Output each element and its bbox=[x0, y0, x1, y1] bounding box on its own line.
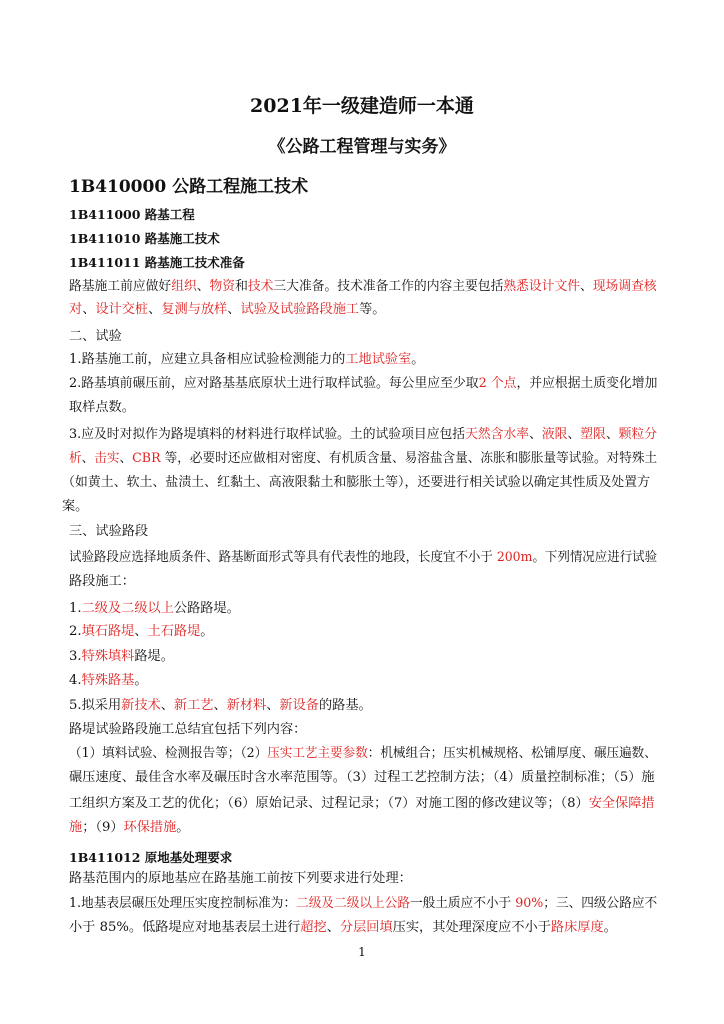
text-span: 和 bbox=[235, 279, 248, 294]
text-span: 一般土质应不小于 bbox=[409, 896, 516, 911]
topic-heading-2: 1B411012 原地基处理要求 bbox=[69, 850, 233, 865]
highlighted-text: 压实工艺主要参数 bbox=[267, 746, 368, 761]
text-line bbox=[69, 328, 122, 346]
text-span: 、 bbox=[213, 698, 227, 713]
text-line bbox=[69, 623, 213, 641]
text-span: 。下列情况应进行试验 bbox=[532, 550, 658, 565]
highlighted-text: 环保措施 bbox=[123, 820, 177, 835]
text-span: 。 bbox=[176, 820, 190, 835]
text-line bbox=[69, 769, 655, 787]
text-span: 2. bbox=[69, 624, 82, 639]
text-span: 5.拟采用 bbox=[69, 698, 122, 713]
text-span: 路堤试验路段施工总结宜包括下列内容： bbox=[69, 722, 307, 737]
text-line bbox=[69, 697, 372, 715]
highlighted-text: 新技术 bbox=[121, 698, 161, 713]
text-span: 4. bbox=[69, 673, 82, 688]
text-span: 的路基。 bbox=[318, 698, 372, 713]
text-span: 、 bbox=[227, 302, 241, 317]
highlighted-text: 分层回填 bbox=[339, 920, 393, 935]
text-span: 1.地基表层碾压处理压实度控制标准为： bbox=[69, 896, 297, 911]
text-span: 。 bbox=[200, 624, 214, 639]
text-line bbox=[62, 498, 88, 516]
highlighted-text: 安全保障措 bbox=[588, 796, 655, 811]
text-span: 2.路基填前碾压前，应对路基基底原状土进行取样试验。每公里应至少取 bbox=[69, 376, 479, 391]
highlighted-text: 施 bbox=[69, 820, 83, 835]
text-span: 路段施工： bbox=[69, 574, 135, 589]
highlighted-text: 90% bbox=[515, 896, 544, 911]
text-line bbox=[69, 278, 657, 296]
text-span: 3.应及时对拟作为路堤填料的材料进行取样试验。土的试验项目应包括 bbox=[69, 427, 466, 442]
highlighted-text: 新材料 bbox=[226, 698, 267, 713]
highlighted-text: 路床厚度 bbox=[550, 920, 604, 935]
text-line bbox=[69, 895, 657, 913]
highlighted-text: 组织 bbox=[171, 279, 197, 294]
highlighted-text: 物资 bbox=[209, 279, 236, 294]
text-span: 试验路段应选择地质条件、路基断面形式等具有代表性的地段，长度宜不小于 bbox=[69, 550, 497, 565]
text-span: 。 bbox=[134, 673, 148, 688]
text-line bbox=[69, 600, 240, 618]
highlighted-text: 土石路堤 bbox=[147, 624, 201, 639]
highlighted-text: 二级及二级以上公路 bbox=[296, 896, 410, 911]
document-subtitle: 《公路工程管理与实务》 bbox=[268, 137, 456, 157]
highlighted-text: 2 个点 bbox=[478, 376, 517, 391]
text-span: 路基施工前应做好 bbox=[69, 279, 172, 294]
text-span: 、 bbox=[579, 279, 593, 294]
text-span: 取样点数。 bbox=[69, 400, 135, 415]
text-span: 路基范围内的原地基应在路基施工前按下列要求进行处理： bbox=[69, 871, 412, 886]
page-number: 1 bbox=[358, 945, 366, 959]
highlighted-text: 设计交桩 bbox=[95, 302, 149, 317]
text-span: 、 bbox=[529, 427, 542, 442]
highlighted-text: 颗粒分 bbox=[618, 427, 658, 442]
chapter-heading: 1B410000 公路工程施工技术 bbox=[69, 177, 309, 197]
section-heading: 1B411000 路基工程 bbox=[69, 207, 195, 222]
highlighted-text: 试验及试验路段施工 bbox=[240, 302, 360, 317]
document-title: 2021年一级建造师一本通 bbox=[250, 95, 474, 117]
text-line bbox=[69, 375, 657, 393]
highlighted-text: 现场调查核 bbox=[592, 279, 657, 294]
text-span: 、 bbox=[119, 451, 133, 466]
text-span: 、 bbox=[266, 698, 280, 713]
highlighted-text: 新设备 bbox=[279, 698, 319, 713]
highlighted-text: 对 bbox=[69, 302, 83, 317]
text-span: （如黄土、软土、盐渍土、红黏土、高液限黏土和膨胀土等），还要进行相关试验以确定其性质及处置方 bbox=[62, 475, 651, 490]
text-span: 、 bbox=[326, 920, 340, 935]
text-span: 三大准备。技术准备工作的内容主要包括 bbox=[273, 279, 504, 294]
text-span: 碾压速度、最佳含水率及碾压时含水率范围等。（3）过程工艺控制方法；（4）质量控制标准；（5）施 bbox=[69, 770, 655, 785]
highlighted-text: 击实 bbox=[94, 451, 120, 466]
text-span: 、 bbox=[567, 427, 581, 442]
text-line bbox=[69, 301, 386, 319]
text-span: 工组织方案及工艺的优化；（6）原始记录、过程记录；（7）对施工图的修改建议等；（8） bbox=[69, 796, 589, 811]
highlighted-text: 塑限 bbox=[580, 427, 606, 442]
text-span: 小于 85%。低路堤应对地基表层土进行 bbox=[69, 920, 301, 935]
text-line bbox=[62, 474, 650, 492]
text-line bbox=[69, 870, 412, 888]
text-span: 。 bbox=[411, 352, 425, 367]
text-span: 3. bbox=[69, 649, 82, 664]
text-line bbox=[69, 745, 657, 763]
highlighted-text: 熟悉设计文件 bbox=[503, 279, 580, 294]
text-line bbox=[69, 672, 148, 690]
text-span: 、 bbox=[148, 302, 162, 317]
text-span: 压实，其处理深度应不小于 bbox=[392, 920, 551, 935]
highlighted-text: 技术 bbox=[247, 279, 274, 294]
text-span: ，并应根据土质变化增加 bbox=[516, 376, 658, 391]
highlighted-text: 工地试验室 bbox=[345, 352, 412, 367]
text-span: 等。 bbox=[359, 302, 386, 317]
text-line bbox=[69, 648, 174, 666]
text-span: 、 bbox=[134, 624, 148, 639]
topic-heading-1: 1B411011 路基施工技术准备 bbox=[69, 255, 245, 270]
text-span: 二、试验 bbox=[69, 329, 122, 344]
text-span: 、 bbox=[160, 698, 174, 713]
text-span: 、 bbox=[81, 451, 95, 466]
text-span: （1）填料试验、检测报告等；（2） bbox=[69, 746, 268, 761]
text-span: 路堤。 bbox=[134, 649, 174, 664]
text-span: 、 bbox=[82, 302, 96, 317]
highlighted-text: 填石路堤 bbox=[81, 624, 135, 639]
text-line bbox=[69, 426, 657, 444]
text-span: 1.路基施工前，应建立具备相应试验检测能力的 bbox=[69, 352, 346, 367]
highlighted-text: 特殊路基 bbox=[81, 673, 135, 688]
highlighted-text: 200m bbox=[496, 550, 533, 565]
highlighted-text: CBR bbox=[132, 451, 161, 466]
text-line bbox=[69, 523, 148, 541]
highlighted-text: 析 bbox=[69, 451, 82, 466]
text-line bbox=[69, 399, 135, 417]
highlighted-text: 复测与放样 bbox=[161, 302, 228, 317]
highlighted-text: 液限 bbox=[541, 427, 568, 442]
text-span: ；三、四级公路应不 bbox=[543, 896, 658, 911]
highlighted-text: 特殊填料 bbox=[81, 649, 135, 664]
text-span: ：机械组合；压实机械规格、松铺厚度、碾压遍数、 bbox=[367, 746, 657, 761]
text-line bbox=[69, 795, 655, 813]
subsection-heading: 1B411010 路基施工技术 bbox=[69, 231, 220, 246]
highlighted-text: 二级及二级以上 bbox=[81, 601, 174, 616]
text-span: 。 bbox=[603, 920, 617, 935]
text-line bbox=[69, 721, 306, 739]
text-span: 、 bbox=[605, 427, 619, 442]
text-line bbox=[69, 919, 617, 937]
text-span: 三、试验路段 bbox=[69, 524, 149, 539]
text-line bbox=[69, 450, 657, 468]
text-span: 、 bbox=[196, 279, 210, 294]
text-span: ；（9） bbox=[82, 820, 124, 835]
text-span: 案。 bbox=[62, 499, 89, 514]
text-line bbox=[69, 819, 189, 837]
highlighted-text: 新工艺 bbox=[173, 698, 214, 713]
text-span: 等，必要时还应做相对密度、有机质含量、易溶盐含量、冻胀和膨胀量等试验。对特殊土 bbox=[160, 451, 658, 466]
text-line bbox=[69, 549, 657, 567]
text-line bbox=[69, 573, 135, 591]
text-span: 公路路堤。 bbox=[173, 601, 240, 616]
text-span: 1. bbox=[69, 601, 82, 616]
highlighted-text: 天然含水率 bbox=[465, 427, 530, 442]
text-line bbox=[69, 351, 424, 369]
highlighted-text: 超挖 bbox=[300, 920, 327, 935]
